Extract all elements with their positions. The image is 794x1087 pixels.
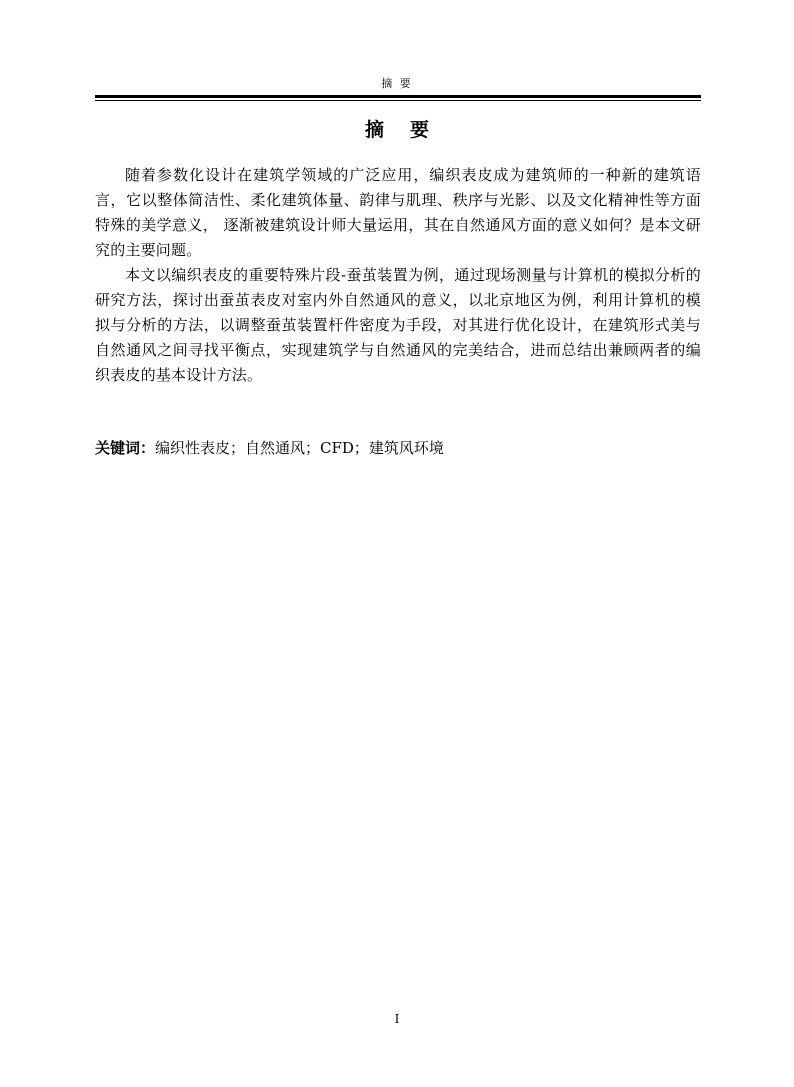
page-number: I	[394, 1012, 400, 1026]
keywords-line	[95, 436, 701, 461]
abstract-paragraph-1: 随着参数化设计在建筑学领域的广泛应用，编织表皮成为建筑师的一种新的建筑语言，它以整体简洁性、柔化建筑体量、韵律与肌理、秩序与光影、以及文化精神性等方面特殊的美学意义， 逐渐被建筑设计师大量运用，其在自然通风方面的意义如何？是本文研究的主要问题。	[95, 166, 701, 259]
running-header: 摘 要	[381, 77, 413, 90]
header-rule-thin	[95, 100, 701, 101]
abstract-paragraph-2: 本文以编织表皮的重要特殊片段-蚕茧装置为例，通过现场测量与计算机的模拟分析的研究方法，探讨出蚕茧表皮对室内外自然通风的意义，以北京地区为例，利用计算机的模拟与分析的方法，以调整蚕茧装置杆件密度为手段，对其进行优化设计，在建筑形式美与自然通风之间寻找平衡点，实现建筑学与自然通风的完美结合，进而总结出兼顾两者的编织表皮的基本设计方法。	[95, 266, 701, 384]
header-rule-thick	[95, 95, 701, 98]
keywords-text: 编织性表皮；自然通风；CFD；建筑风环境	[155, 439, 444, 457]
abstract-body	[95, 163, 701, 388]
abstract-title: 摘要	[364, 119, 455, 141]
keywords-label: 关键词：	[95, 439, 156, 457]
